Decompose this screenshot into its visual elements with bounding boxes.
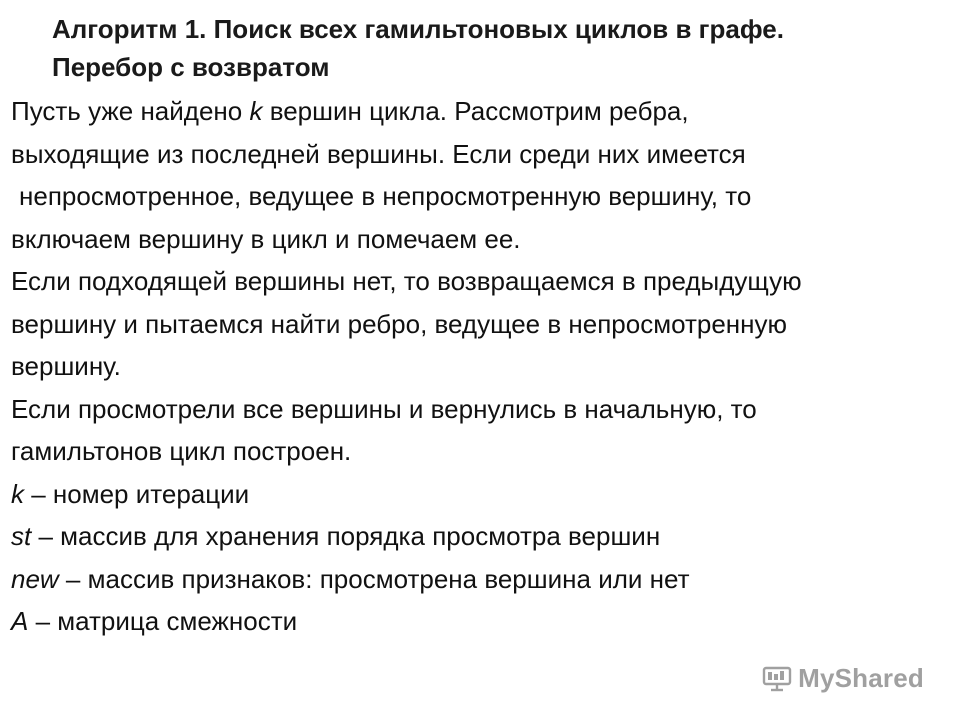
text-fragment: Пусть уже найдено: [11, 96, 250, 126]
text-line: [11, 90, 946, 133]
text-line: вершину.: [11, 351, 121, 381]
text-line: вершину и пытаемся найти ребро, ведущее в непросмотренную: [11, 308, 788, 339]
variable-k: k: [249, 96, 263, 126]
definition-term: new: [11, 563, 59, 594]
slide-title: [52, 10, 932, 86]
title-line-1: Алгоритм 1. Поиск всех гамильтоновых циклов в графе.: [52, 14, 784, 44]
definition-text: – массив для хранения порядка просмотра вершин: [31, 521, 661, 551]
watermark-logo-text: MyShared: [798, 663, 924, 693]
title-line-2: Перебор с возвратом: [52, 52, 330, 82]
presentation-board-icon: [762, 666, 792, 692]
definition-text: – номер итерации: [24, 478, 250, 509]
text-line: Если подходящей вершины нет, то возвращаемся в предыдущую: [11, 266, 802, 296]
watermark: [762, 663, 924, 694]
definition-term: k: [11, 478, 24, 509]
text-line: непросмотренное, ведущее в непросмотренную вершину, то: [19, 181, 752, 211]
definition-term: st: [11, 521, 32, 551]
text-line: Если просмотрели все вершины и вернулись в начальную, то: [11, 393, 757, 424]
slide-body: [11, 90, 946, 643]
definition-term: A: [11, 606, 29, 636]
definition-text: – массив признаков: просмотрена вершина или нет: [58, 563, 690, 594]
text-fragment: вершин цикла. Рассмотрим ребра,: [262, 96, 689, 126]
definition-item: [11, 515, 946, 558]
text-line: включаем вершину в цикл и помечаем ее.: [11, 223, 521, 254]
definition-text: – матрица смежности: [28, 606, 298, 636]
definition-item: [11, 558, 946, 601]
definition-item: [11, 473, 946, 516]
definition-item: [11, 600, 946, 643]
text-line: гамильтонов цикл построен.: [11, 436, 352, 466]
text-line: выходящие из последней вершины. Если среди них имеется: [11, 138, 746, 169]
